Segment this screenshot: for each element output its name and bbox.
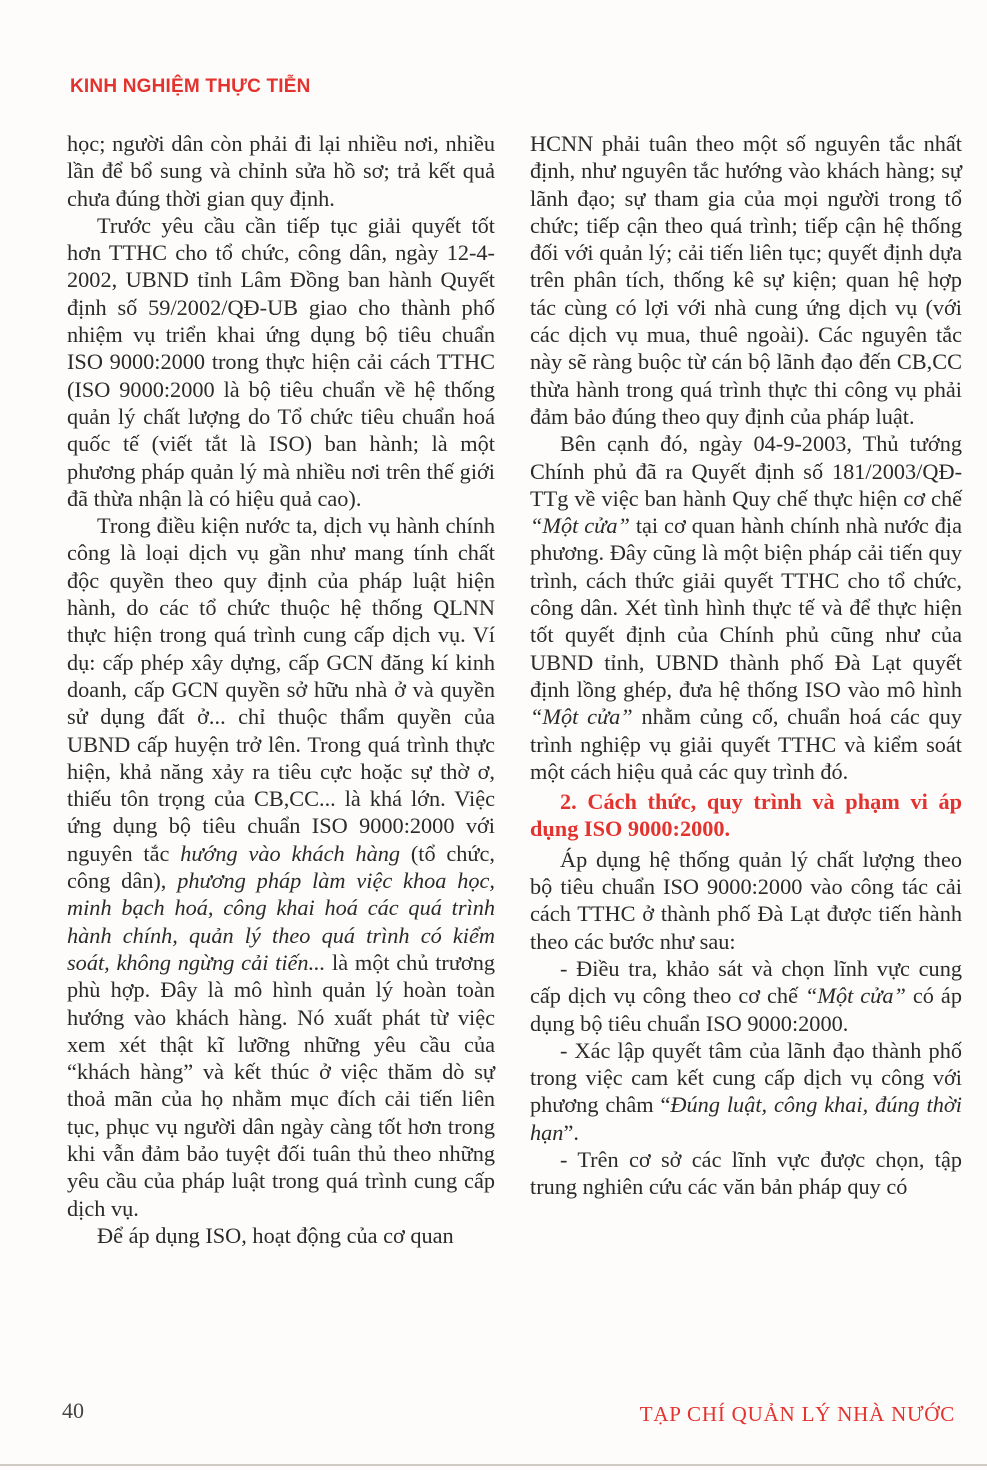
emphasis-text: phương pháp làm việc khoa học, minh bạch hoá, công khai hoá các quá trình hành chính, quản lý theo quá trình có kiểm soát, không ngừng cải tiến...: [67, 868, 495, 975]
text-run: - Xác lập quyết tâm của lãnh đạo thành phố trong việc cam kết cung cấp dịch vụ công với phương châm “: [530, 1037, 962, 1118]
right-column: [530, 130, 962, 1201]
emphasis-text: “Một cửa”: [804, 983, 906, 1009]
paragraph: HCNN phải tuân theo một số nguyên tắc nhất định, như nguyên tắc hướng vào khách hàng; sự lãnh đạo; sự tham gia của mọi người trong tổ chức; tiếp cận theo quá trình; tiếp cận hệ thống đối với quản lý; cải tiến liên tục; quyết định dựa trên phân tích, thống kê sự kiện; quan hệ hợp tác cùng có lợi với nhà cung ứng dịch vụ (với các dịch vụ mua, thuê ngoài). Các nguyên tắc này sẽ ràng buộc từ cán bộ lãnh đạo đến CB,CC thừa hành trong quá trình thực thi công vụ phải đảm bảo đúng theo quy định của pháp luật.: [530, 131, 962, 429]
paragraph: học; người dân còn phải đi lại nhiều nơi, nhiều lần để bổ sung và chỉnh sửa hồ sơ; trả kết quả chưa đúng thời gian quy định.: [67, 131, 495, 211]
emphasis-text: Đúng luật, công khai, đúng thời hạn: [530, 1092, 962, 1145]
emphasis-text: hướng vào khách hàng: [180, 840, 401, 866]
bullet-item: [530, 955, 962, 1037]
text-run: Bên cạnh đó, ngày 04-9-2003, Thủ tướng Chính phủ đã ra Quyết định số 181/2003/QĐ-TTg về việc ban hành Quy chế thực hiện cơ chế: [530, 431, 962, 511]
text-run: - Điều tra, khảo sát và chọn lĩnh vực cung cấp dịch vụ công theo cơ chế: [530, 955, 962, 1009]
text-run: có áp dụng bộ tiêu chuẩn ISO 9000:2000.: [530, 983, 962, 1036]
text-run: tại cơ quan hành chính nhà nước địa phương. Đây cũng là một biện pháp cải tiến quy trình, cách thức giải quyết TTHC cho tổ chức, công dân. Xét tình hình thực tế và để thực hiện tốt quyết định của Chính phủ cũng như của UBND tỉnh, UBND thành phố Đà Lạt quyết định lồng ghép, đưa hệ thống ISO vào mô hình: [530, 513, 963, 702]
paragraph: [67, 512, 495, 1222]
paragraph: Để áp dụng ISO, hoạt động của cơ quan: [97, 1222, 454, 1248]
text-run: là một chủ trương phù hợp. Đây là mô hình quản lý hoàn toàn hướng vào khách hàng. Nó xuất phát từ việc xem xét thật kĩ lưỡng những yêu cầu của “khách hàng” và kết thúc ở việc thăm dò sự thoả mãn của họ nhằm mục đích cải tiến liên tục, phục vụ người dân ngày càng tốt hơn trong khi vẫn đảm bảo tuyệt đối tuân thủ theo những yêu cầu của pháp luật trong quá trình cung cấp dịch vụ.: [67, 949, 495, 1221]
paragraph: Áp dụng hệ thống quản lý chất lượng theo bộ tiêu chuẩn ISO 9000:2000 vào công tác cải cách TTHC ở thành phố Đà Lạt được tiến hành theo các bước như sau:: [530, 846, 962, 954]
page-number: 40: [62, 1398, 84, 1423]
bullet-item: - Trên cơ sở các lĩnh vực được chọn, tập trung nghiên cứu các văn bản pháp quy có: [530, 1146, 962, 1200]
journal-title: TẠP CHÍ QUẢN LÝ NHÀ NƯỚC: [639, 1402, 955, 1426]
text-run: (tổ chức, công dân),: [67, 840, 495, 894]
paragraph: [530, 430, 962, 785]
emphasis-text: “Một cửa”: [530, 513, 630, 539]
bullet-item: [530, 1037, 962, 1146]
left-column: [67, 130, 495, 1249]
bottom-rule: [0, 1464, 987, 1466]
section-label: KINH NGHIỆM THỰC TIỄN: [70, 76, 311, 97]
text-run: Trong điều kiện nước ta, dịch vụ hành chính công là loại dịch vụ gần như mang tính chất độc quyền theo quy định của pháp luật hiện hành, do các tổ chức thuộc hệ thống QLNN thực hiện trong quá trình cung cấp dịch vụ. Ví dụ: cấp phép xây dựng, cấp GCN đăng kí kinh doanh, cấp GCN quyền sở hữu nhà ở và quyền sử dụng đất ở... chỉ thuộc thẩm quyền của UBND cấp huyện trở lên. Trong quá trình thực hiện, khả năng xảy ra tiêu cực hoặc sự thờ ơ, thiếu tôn trọng của CB,CC... là khá lớn. Việc ứng dụng bộ tiêu chuẩn ISO 9000:2000 với nguyên tắc: [67, 513, 495, 866]
section-heading: 2. Cách thức, quy trình và phạm vi áp dụng ISO 9000:2000.: [530, 789, 962, 842]
paragraph: Trước yêu cầu cần tiếp tục giải quyết tốt hơn TTHC cho tổ chức, công dân, ngày 12-4-2002, UBND tỉnh Lâm Đồng ban hành Quyết định số 59/2002/QĐ-UB giao cho thành phố nhiệm vụ triển khai ứng dụng bộ tiêu chuẩn ISO 9000:2000 trong thực hiện cải cách TTHC (ISO 9000:2000 là bộ tiêu chuẩn về hệ thống quản lý chất lượng do Tổ chức tiêu chuẩn hoá quốc tế (viết tắt là ISO) ban hành; là một phương pháp quản lý mà nhiều nơi trên thế giới đã thừa nhận là có hiệu quả cao).: [67, 212, 495, 511]
text-run: ”.: [563, 1119, 579, 1145]
emphasis-text: “Một cửa”: [530, 704, 633, 730]
text-run: nhằm củng cố, chuẩn hoá các quy trình nghiệp vụ giải quyết TTHC và kiểm soát một cách hiệu quả các quy trình đó.: [530, 704, 963, 784]
